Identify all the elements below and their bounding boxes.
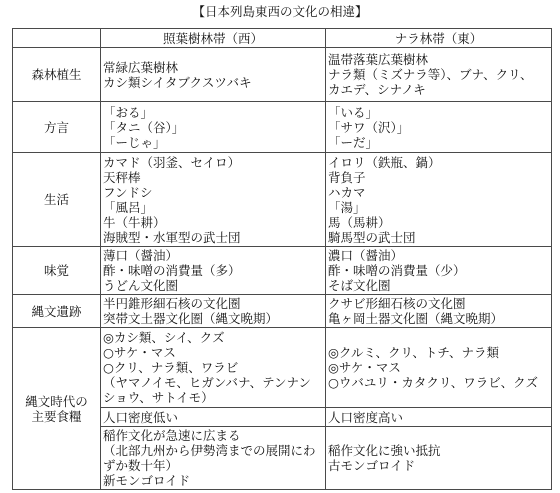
east-line: ○ウバユリ・カタクリ、ワラビ、クズ [328, 375, 539, 390]
row-label: 生活 [43, 192, 69, 207]
east-line: カエデ、シナノキ [328, 82, 426, 97]
row-label-cell [13, 295, 101, 328]
west-line: 酢・味噌の消費量（多） [103, 263, 241, 278]
page-title: 【日本列島東西の文化の相違】 [192, 4, 368, 19]
east-line: 「ーだ」 [328, 134, 379, 150]
west-line: ○サケ・マス [103, 345, 176, 360]
west-line: 「おる」 [103, 104, 154, 120]
west-line: 突帯文土器文化圏（縄文晩期） [103, 311, 279, 326]
west-line: 常緑広葉樹林 [103, 59, 179, 75]
east-cell [326, 48, 552, 102]
row-label: 森林植生 [31, 67, 82, 82]
west-cell [101, 427, 326, 490]
west-line: （北部九州から伊勢湾までの展開にわ [103, 443, 316, 458]
west-line: 稲作文化が急速に広まる [103, 428, 241, 443]
east-cell [326, 102, 552, 153]
row-label-cell [13, 247, 101, 295]
east-line: 亀ヶ岡土器文化圏（縄文晩期） [328, 311, 504, 326]
west-line: （ヤマノイモ、ヒガンバナ、テンナン [103, 375, 311, 390]
west-line: ◎カシ類、シイ、クズ [103, 330, 225, 345]
east-line: 馬（馬耕） [328, 214, 391, 230]
east-line: 古モンゴロイド [328, 458, 416, 473]
east-line: 「湯」 [328, 199, 366, 215]
row-label: 縄文時代の [25, 393, 88, 409]
east-cell [326, 328, 552, 408]
east-line: イロリ（鉄瓶、鍋） [328, 154, 441, 170]
east-line: 騎馬型の武士団 [328, 229, 416, 245]
row-jomon-sites [13, 295, 552, 328]
west-line: 新モンゴロイド [103, 473, 191, 488]
east-line: ◎クルミ、クリ、トチ、ナラ類 [328, 345, 500, 360]
header-west: 照葉樹林帯（西） [101, 29, 326, 48]
west-line: ショウ、サトイモ） [103, 390, 214, 405]
west-line: うどん文化圏 [103, 278, 179, 293]
east-cell [326, 427, 552, 490]
west-line: 海賊型・水軍型の武士団 [103, 229, 241, 245]
east-line: ◎サケ・マス [328, 360, 401, 375]
west-cell [101, 102, 326, 153]
west-line: ○クリ、ナラ類、ワラビ [103, 360, 239, 375]
east-line: 酢・味噌の消費量（少） [328, 263, 466, 278]
west-line: 牛（牛耕） [103, 214, 166, 230]
west-cell [101, 408, 326, 427]
row-taste [13, 247, 552, 295]
east-line: 背負子 [328, 169, 366, 185]
west-line: 天秤棒 [103, 169, 141, 185]
row-label-cell [13, 153, 101, 247]
row-jomon-food [13, 328, 552, 408]
west-cell [101, 153, 326, 247]
west-cell [101, 48, 326, 102]
east-line: 「サワ（沢）」 [328, 119, 410, 135]
header-corner-cell [13, 29, 101, 48]
row-label: 主要食糧 [31, 408, 82, 424]
row-label-cell [13, 102, 101, 153]
east-line: そば文化圏 [328, 278, 391, 293]
east-line: 稲作文化に強い抵抗 [328, 443, 441, 458]
row-label: 方言 [43, 119, 69, 135]
row-dialect [13, 102, 552, 153]
west-line: 「風呂」 [103, 199, 154, 215]
east-line: 「いる」 [328, 104, 379, 120]
east-line: 人口密度高い [328, 409, 404, 425]
east-line: ナラ類（ミズナラ等）、ブナ、クリ、 [328, 67, 533, 82]
row-forest-vegetation [13, 48, 552, 102]
east-line: クサビ形細石核の文化圏 [328, 296, 466, 311]
west-line: 「ーじゃ」 [103, 134, 166, 150]
west-cell [101, 328, 326, 408]
east-cell [326, 295, 552, 328]
culture-comparison-table [12, 28, 552, 490]
west-line: カマド（羽釜、セイロ） [103, 154, 241, 170]
west-line: 薄口（醤油） [103, 248, 179, 263]
row-label-cell [13, 328, 101, 490]
west-line: 「タニ（谷）」 [103, 119, 185, 135]
row-label: 味覚 [43, 263, 69, 278]
west-cell [101, 247, 326, 295]
header-east: ナラ林帯（東） [326, 29, 552, 48]
east-cell [326, 153, 552, 247]
east-line: 濃口（醤油） [328, 248, 404, 263]
east-line: 温帯落葉広葉樹林 [328, 52, 429, 67]
row-label-cell [13, 48, 101, 102]
east-line: ハカマ [328, 184, 366, 200]
west-line: 半円錐形細石核の文化圏 [103, 296, 241, 311]
header-row [13, 29, 552, 48]
west-cell [101, 295, 326, 328]
west-line: フンドシ [103, 184, 153, 200]
east-cell [326, 408, 552, 427]
east-cell [326, 247, 552, 295]
west-line: 人口密度低い [103, 409, 179, 425]
west-line: カシ類シイタブクスツバキ [103, 74, 252, 90]
row-label: 縄文遺跡 [31, 303, 82, 319]
west-line: ずか数十年） [103, 458, 179, 473]
row-lifestyle [13, 153, 552, 247]
